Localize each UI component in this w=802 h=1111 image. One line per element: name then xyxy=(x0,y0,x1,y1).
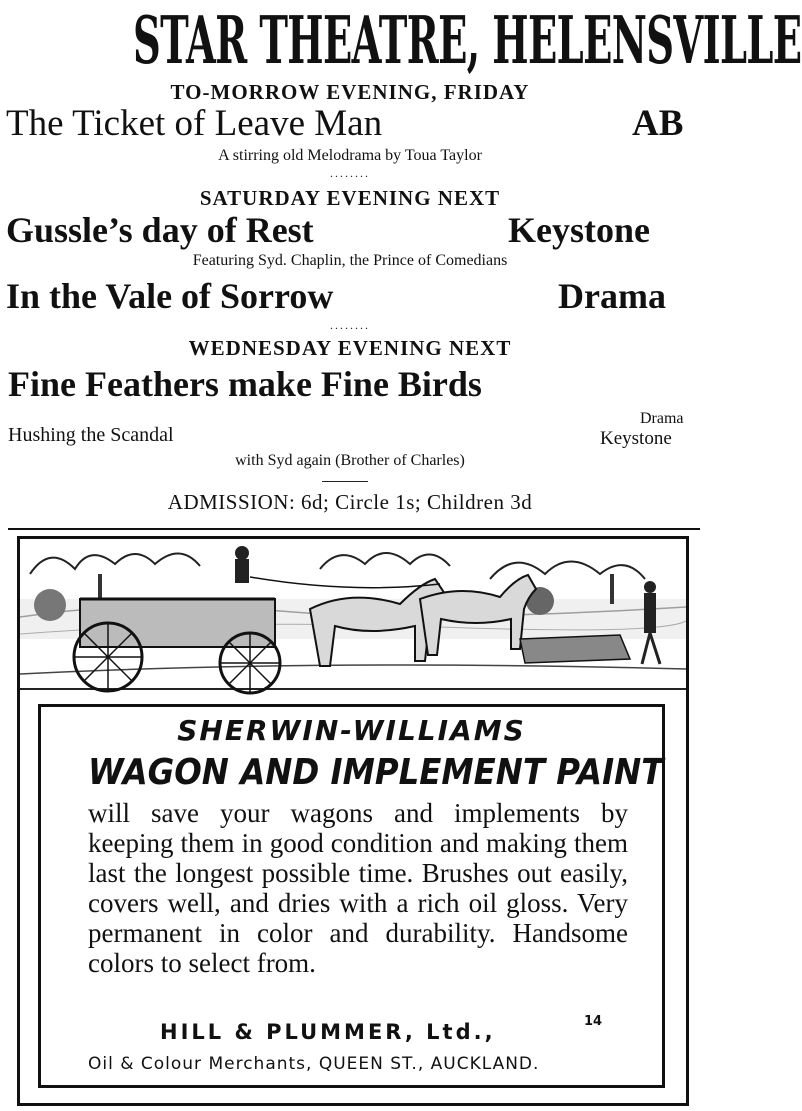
wednesday-second-genre: Keystone xyxy=(600,428,672,449)
wednesday-divider: ........ xyxy=(330,318,370,332)
friday-subtitle: A stirring old Melodrama by Toua Taylor xyxy=(218,147,482,164)
wednesday-subtitle: with Syd again (Brother of Charles) xyxy=(235,452,465,469)
saturday-subtitle: Featuring Syd. Chaplin, the Prince of Comedians xyxy=(192,252,508,269)
friday-title: The Ticket of Leave Man xyxy=(6,103,383,144)
ad-product: WAGON AND IMPLEMENT PAINT xyxy=(88,752,664,793)
saturday-second-title: In the Vale of Sorrow xyxy=(6,276,334,316)
saturday-second-genre: Drama xyxy=(558,276,666,316)
saturday-day-heading: SATURDAY EVENING NEXT xyxy=(199,186,501,210)
friday-genre: AB xyxy=(632,103,684,144)
saturday-genre: Keystone xyxy=(508,210,650,250)
saturday-divider: ........ xyxy=(330,166,370,180)
wagon-and-horses-illustration xyxy=(20,539,686,699)
ad-address: Oil & Colour Merchants, QUEEN ST., AUCKLAND. xyxy=(88,1054,540,1074)
theatre-headline: STAR THEATRE, HELENSVILLE xyxy=(133,1,802,79)
wednesday-genre: Drama xyxy=(640,410,684,427)
wednesday-title: Fine Feathers make Fine Birds xyxy=(8,364,482,404)
ad-number: 14 xyxy=(584,1014,603,1029)
ad-body-copy: will save your wagons and implements by keeping them in good condition and making them last the longest possible time. Brushes out easily, covers well, and dries with a rich oil gloss. Very permanent in color and durability. Handsome colors to select from. xyxy=(88,798,628,978)
divider-rule xyxy=(322,481,368,482)
ad-brand: SHERWIN-WILLIAMS xyxy=(177,714,526,747)
friday-day-heading: TO-MORROW EVENING, FRIDAY xyxy=(170,80,530,104)
admission-prices: ADMISSION: 6d; Circle 1s; Children 3d xyxy=(167,490,533,514)
ad-firm-name: HILL & PLUMMER, Ltd., xyxy=(160,1020,496,1044)
saturday-title: Gussle’s day of Rest xyxy=(6,210,314,250)
wednesday-second-title: Hushing the Scandal xyxy=(8,424,174,446)
wednesday-day-heading: WEDNESDAY EVENING NEXT xyxy=(188,336,512,360)
section-rule xyxy=(8,528,700,530)
